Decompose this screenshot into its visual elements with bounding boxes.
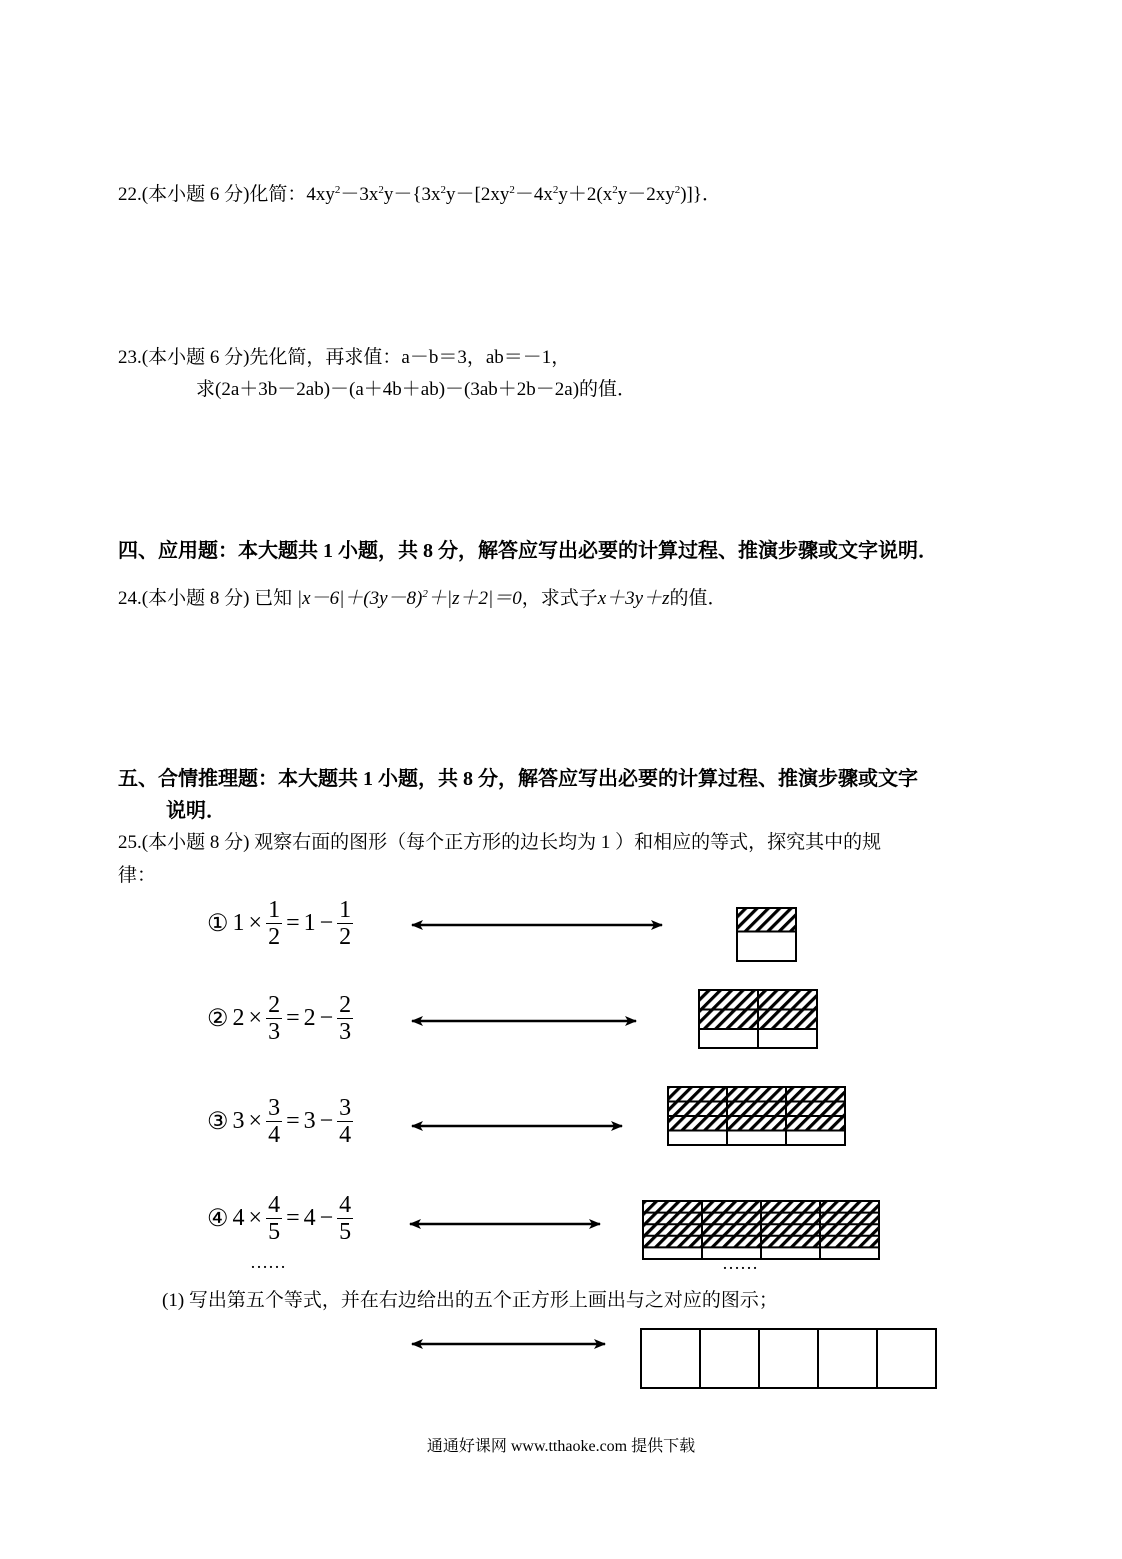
section-5-heading-line1: 五、合情推理题：本大题共 1 小题，共 8 分，解答应写出必要的计算过程、推演步骤或文字: [118, 768, 918, 790]
equation-4: ④ 4 × $\frac{4}{5}$ = 4 − $\frac{4}{5}$: [207, 1192, 352, 1245]
equation-2: ② 2 × $\frac{2}{3}$ = 2 − $\frac{2}{3}$: [207, 992, 352, 1045]
q22-prefix: 22.(本小题 6 分)化简：: [118, 184, 307, 205]
section-5-heading-line2: 说明．: [166, 800, 226, 822]
section-4-heading: 四、应用题：本大题共 1 小题，共 8 分，解答应写出必要的计算过程、推演步骤或文字说明．: [118, 540, 938, 562]
question-23-line1: 23.(本小题 6 分)先化简，再求值：a－b＝3，ab＝－1，: [118, 347, 571, 368]
figure-3: [668, 1087, 845, 1145]
ellipsis-left: ……: [250, 1252, 286, 1272]
equation-3: ③ 3 × $\frac{3}{4}$ = 3 − $\frac{3}{4}$: [207, 1095, 352, 1148]
figure-1: [737, 908, 796, 961]
question-25-line2: 律：: [118, 865, 157, 886]
ellipsis-right: ……: [722, 1253, 758, 1273]
figure-2: [699, 990, 817, 1048]
question-25-part1: (1) 写出第五个等式，并在右边给出的五个正方形上画出与之对应的图示；: [162, 1290, 778, 1311]
question-25-line1: 25.(本小题 8 分) 观察右面的图形（每个正方形的边长均为 1 ）和相应的等式，探究其中的规: [118, 832, 882, 853]
page-footer: 通通好课网 www.tthaoke.com 提供下载: [426, 1438, 696, 1455]
equation-1: ① 1 × $\frac{1}{2}$ = 1 − $\frac{1}{2}$: [207, 897, 352, 950]
figure-5-blank: [641, 1329, 936, 1388]
question-24: 24.(本小题 8 分) 已知 $|x-6|+(3y-8)^2+|z+2|=0$，求式子x＋3y＋z的值．: [118, 588, 727, 609]
q22-expr: $4xy^2-3x^2y-\{3x^2y-[2xy^2-4x^2y+2(x^2y-2xy^2)]\}$．: [306, 184, 722, 205]
question-23-line2: 求(2a＋3b－2ab)－(a＋4b＋ab)－(3ab＋2b－2a)的值．: [196, 379, 637, 400]
q24-target: x＋3y＋z: [597, 588, 670, 609]
q24-equation: $|x-6|+(3y-8)^2+|z+2|=0$: [296, 588, 522, 609]
q24-prefix: 24.(本小题 8 分) 已知: [118, 588, 293, 609]
figure-4: [643, 1201, 879, 1259]
